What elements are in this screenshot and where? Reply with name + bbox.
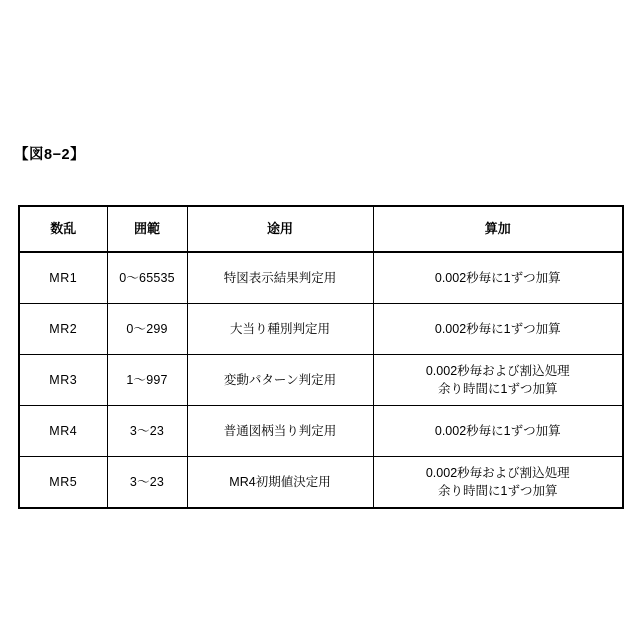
- cell-add: [373, 355, 623, 406]
- cell-use: 大当り種別判定用: [187, 304, 373, 355]
- cell-add-line1: 0.002秒毎に1ずつ加算: [434, 321, 561, 336]
- column-header-range: 囲範: [107, 206, 187, 252]
- cell-add: [373, 252, 623, 304]
- cell-add-line1: 0.002秒毎に1ずつ加算: [434, 270, 561, 285]
- cell-add: [373, 406, 623, 457]
- cell-range: 0〜299: [107, 304, 187, 355]
- cell-use: 変動パターン判定用: [187, 355, 373, 406]
- cell-range: 1〜997: [107, 355, 187, 406]
- random-number-table: [18, 205, 624, 509]
- cell-id: MR3: [19, 355, 107, 406]
- cell-id: MR2: [19, 304, 107, 355]
- cell-add: [373, 457, 623, 509]
- cell-add-line1: 0.002秒毎に1ずつ加算: [434, 423, 561, 438]
- column-header-id: 数乱: [19, 206, 107, 252]
- random-number-table-container: [18, 205, 622, 509]
- table-body: [19, 252, 623, 508]
- table-row: [19, 406, 623, 457]
- cell-id: MR1: [19, 252, 107, 304]
- cell-add-line1: 0.002秒毎および割込処理: [425, 363, 570, 378]
- cell-use: 普通図柄当り判定用: [187, 406, 373, 457]
- cell-id: MR5: [19, 457, 107, 509]
- cell-range: 3〜23: [107, 457, 187, 509]
- cell-id: MR4: [19, 406, 107, 457]
- table-row: [19, 252, 623, 304]
- table-row: [19, 457, 623, 509]
- cell-add: [373, 304, 623, 355]
- cell-range: 0〜65535: [107, 252, 187, 304]
- table-header: [19, 206, 623, 252]
- cell-add-line1: 0.002秒毎および割込処理: [425, 465, 570, 480]
- column-header-add: 算加: [373, 206, 623, 252]
- cell-use: MR4初期値決定用: [187, 457, 373, 509]
- column-header-use: 途用: [187, 206, 373, 252]
- table-header-row: [19, 206, 623, 252]
- cell-add-line2: 余り時間に1ずつ加算: [438, 484, 558, 498]
- cell-range: 3〜23: [107, 406, 187, 457]
- cell-use: 特図表示結果判定用: [187, 252, 373, 304]
- cell-add-line2: 余り時間に1ずつ加算: [438, 382, 558, 396]
- table-row: [19, 304, 623, 355]
- table-row: [19, 355, 623, 406]
- figure-label: 【図8−2】: [14, 147, 86, 163]
